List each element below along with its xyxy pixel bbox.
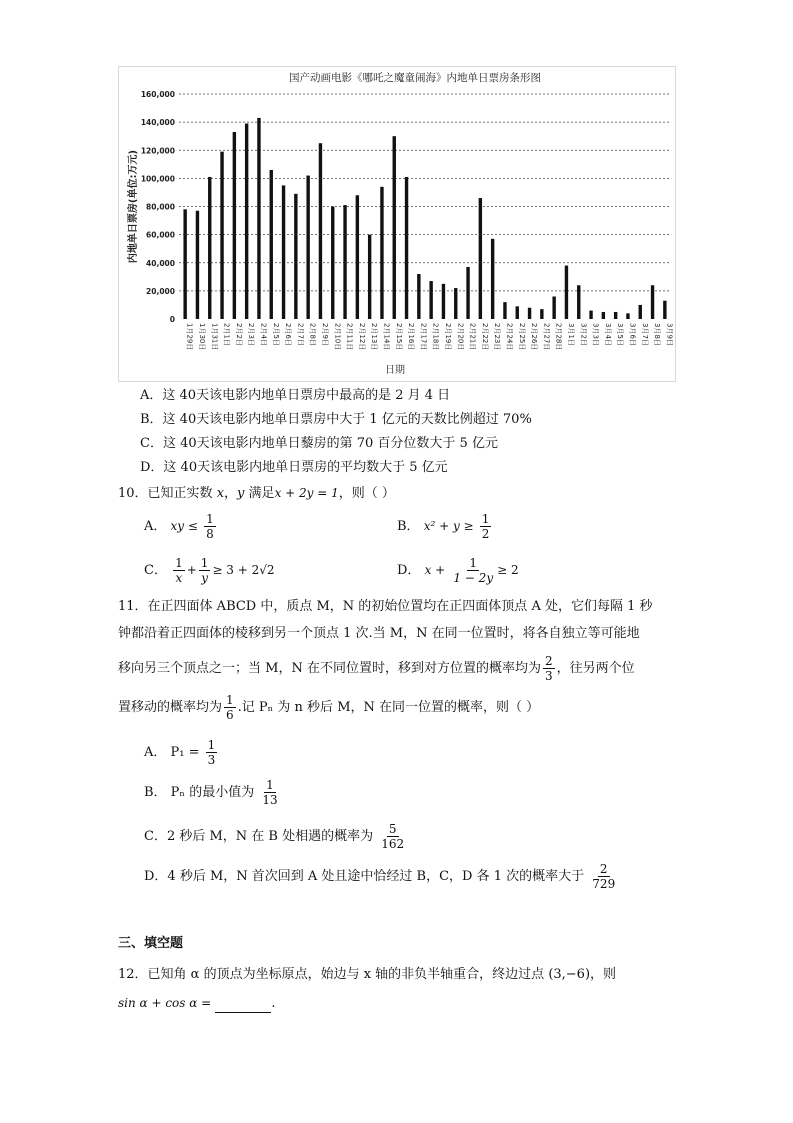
x-tick-label: 2月2日 — [234, 323, 243, 346]
x-tick-label: 2月18日 — [431, 323, 440, 351]
bar — [466, 267, 469, 319]
x-tick-label: 2月28日 — [554, 323, 563, 351]
bar — [331, 207, 334, 320]
bar — [417, 274, 420, 319]
q11-option-c: C．2 秒后 M，N 在 B 处相遇的概率为 $\frac{5}{162}$ — [144, 822, 405, 851]
x-tick-label: 2月14日 — [382, 323, 391, 351]
bar — [270, 170, 273, 319]
y-tick-label: 80,000 — [146, 202, 175, 212]
bar — [565, 266, 568, 319]
x-tick-label: 2月6日 — [284, 323, 293, 346]
y-axis-label: 内地单日票房(单位:万元) — [128, 149, 139, 264]
x-tick-label: 2月17日 — [419, 323, 428, 351]
q11-option-a: A． P₁ = $\frac{1}{3}$ — [144, 738, 216, 767]
x-tick-label: 1月29日 — [185, 323, 194, 351]
q11-line2: 钟都沿着正四面体的棱移到另一个顶点 1 次.当 M，N 在同一位置时，将各自独立等可能地 — [118, 626, 640, 641]
q12-line1: 12．已知角 α 的顶点为坐标原点，始边与 x 轴的非负半轴重合，终边过点 (3,−6)，则 — [118, 967, 617, 982]
bar — [479, 198, 482, 319]
bar — [602, 312, 605, 319]
bar — [380, 187, 383, 319]
q11-option-d: D．4 秒后 M，N 首次回到 A 处且途中恰经过 B，C，D 各 1 次的概率大于 $\frac{2}{729}$ — [144, 862, 616, 891]
bar — [589, 311, 592, 319]
q9-option-b: B．这 40天该电影内地单日票房中大于 1 亿元的天数比例超过 70% — [140, 412, 532, 427]
bar — [282, 185, 285, 319]
x-tick-label: 1月31日 — [210, 323, 219, 351]
chart-canvas — [119, 67, 675, 381]
bar — [442, 284, 445, 319]
y-tick-label: 120,000 — [140, 146, 175, 156]
bar — [429, 281, 432, 319]
bar — [614, 312, 617, 319]
x-tick-label: 2月11日 — [345, 323, 354, 351]
y-tick-label: 160,000 — [140, 90, 175, 99]
answer-blank[interactable] — [215, 1000, 271, 1013]
x-tick-label: 2月25日 — [517, 323, 526, 351]
bar — [220, 152, 223, 319]
fraction: $\frac{1}{8}$ — [206, 512, 214, 541]
fraction: $\frac{1}{6}$ — [226, 693, 234, 722]
bar — [368, 235, 371, 319]
bar — [540, 309, 543, 319]
y-tick-label: 20,000 — [146, 286, 175, 296]
x-tick-label: 2月4日 — [259, 323, 268, 346]
chart-title: 国产动画电影《哪吒之魔童闹海》内地单日票房条形图 — [289, 72, 541, 84]
fraction: $\frac{1}{1 - 2y}$ — [453, 556, 494, 585]
y-tick-label: 0 — [169, 315, 175, 324]
box-office-chart — [118, 66, 676, 382]
x-tick-label: 3月7日 — [640, 323, 649, 346]
x-tick-label: 2月19日 — [443, 323, 452, 351]
y-tick-label: 100,000 — [140, 174, 175, 184]
x-tick-label: 2月1日 — [222, 323, 231, 346]
x-tick-label: 2月16日 — [407, 323, 416, 351]
bar — [257, 118, 260, 319]
bar — [577, 285, 580, 319]
x-tick-label: 2月21日 — [468, 323, 477, 351]
bar — [208, 177, 211, 319]
q12-line2: sin α + cos α = . — [118, 996, 276, 1011]
bar — [233, 132, 236, 319]
x-tick-label: 2月7日 — [296, 323, 305, 346]
bar — [528, 308, 531, 319]
bar — [663, 301, 666, 319]
bar — [516, 306, 519, 319]
bar — [393, 136, 396, 319]
section-title: 三、填空题 — [118, 936, 184, 951]
bar — [405, 177, 408, 319]
x-tick-label: 2月23日 — [493, 323, 502, 351]
x-tick-label: 2月8日 — [308, 323, 317, 346]
fraction: $\frac{1}{2}$ — [481, 512, 490, 541]
x-tick-label: 2月27日 — [542, 323, 551, 351]
x-tick-label: 2月5日 — [271, 323, 280, 346]
x-tick-label: 3月6日 — [628, 323, 637, 346]
fraction: $\frac{1}{x}$ — [175, 556, 183, 585]
y-tick-label: 60,000 — [146, 230, 175, 240]
fraction: $\frac{5}{162}$ — [381, 822, 405, 851]
q10-stem: 10．已知正实数 x，y 满足x + 2y = 1，则（ ） — [118, 486, 395, 501]
y-tick-label: 140,000 — [140, 118, 175, 128]
bar — [319, 143, 322, 319]
x-tick-label: 2月20日 — [456, 323, 465, 351]
x-tick-label: 3月3日 — [591, 323, 600, 346]
q10-option-c: C． $\frac{1}{x}$ + $\frac{1}{y}$ ≥ 3 + 2√2 — [144, 556, 275, 585]
bar — [552, 297, 555, 320]
bar — [491, 239, 494, 319]
fraction: $\frac{1}{13}$ — [262, 778, 278, 807]
x-tick-label: 2月26日 — [530, 323, 539, 351]
x-axis-label: 日期 — [385, 365, 405, 376]
q11-option-b: B． Pₙ 的最小值为 $\frac{1}{13}$ — [144, 778, 278, 807]
bar — [454, 288, 457, 319]
x-tick-label: 3月2日 — [579, 323, 588, 346]
q11-line1: 11．在正四面体 ABCD 中，质点 M，N 的初始位置均在正四面体顶点 A 处，它们每隔 1 秒 — [118, 599, 653, 614]
y-tick-label: 40,000 — [146, 258, 175, 268]
bar — [245, 124, 248, 319]
fraction: $\frac{2}{3}$ — [544, 654, 553, 683]
bar — [196, 211, 199, 319]
x-tick-label: 2月3日 — [247, 323, 256, 346]
q9-option-d: D．这 40天该电影内地单日票房的平均数大于 5 亿元 — [140, 460, 448, 475]
x-tick-label: 2月12日 — [357, 323, 366, 351]
bar — [639, 305, 642, 319]
x-tick-label: 1月30日 — [197, 323, 206, 351]
q9-option-a: A．这 40天该电影内地单日票房中最高的是 2 月 4 日 — [140, 388, 451, 403]
q10-option-a: A． xy ≤ $\frac{1}{8}$ — [144, 512, 214, 541]
fraction: $\frac{1}{3}$ — [207, 738, 216, 767]
x-tick-label: 3月1日 — [566, 323, 575, 346]
fraction: $\frac{1}{y}$ — [200, 556, 209, 585]
x-tick-label: 2月10日 — [333, 323, 342, 351]
bar — [651, 285, 654, 319]
bar — [626, 313, 629, 319]
bar — [183, 209, 186, 319]
q10-option-d: D． x + $\frac{1}{1 - 2y}$ ≥ 2 — [397, 556, 519, 585]
bar — [356, 195, 359, 319]
x-tick-label: 2月13日 — [370, 323, 379, 351]
x-tick-label: 3月8日 — [653, 323, 662, 346]
x-tick-label: 2月15日 — [394, 323, 403, 351]
x-tick-label: 2月22日 — [480, 323, 489, 351]
q11-line3: 移向另三个顶点之一；当 M，N 在不同位置时，移到对方位置的概率均为 $\frac{2}{3}$ ，往另两个位 — [118, 654, 635, 683]
x-tick-label: 3月9日 — [665, 323, 674, 346]
x-tick-label: 3月4日 — [603, 323, 612, 346]
x-tick-label: 2月9日 — [320, 323, 329, 346]
q11-line4: 置移动的概率均为 $\frac{1}{6}$ .记 Pₙ 为 n 秒后 M，N 在同一位置的概率，则（ ） — [118, 693, 540, 722]
fraction: $\frac{2}{729}$ — [592, 862, 616, 891]
bar — [306, 176, 309, 319]
x-tick-label: 2月24日 — [505, 323, 514, 351]
q9-option-c: C．这 40天该电影内地单日藜房的第 70 百分位数大于 5 亿元 — [140, 436, 498, 451]
x-tick-label: 3月5日 — [616, 323, 625, 346]
bar — [343, 205, 346, 319]
q10-option-b: B． x² + y ≥ $\frac{1}{2}$ — [397, 512, 490, 541]
bar — [503, 302, 506, 319]
bar — [294, 194, 297, 319]
